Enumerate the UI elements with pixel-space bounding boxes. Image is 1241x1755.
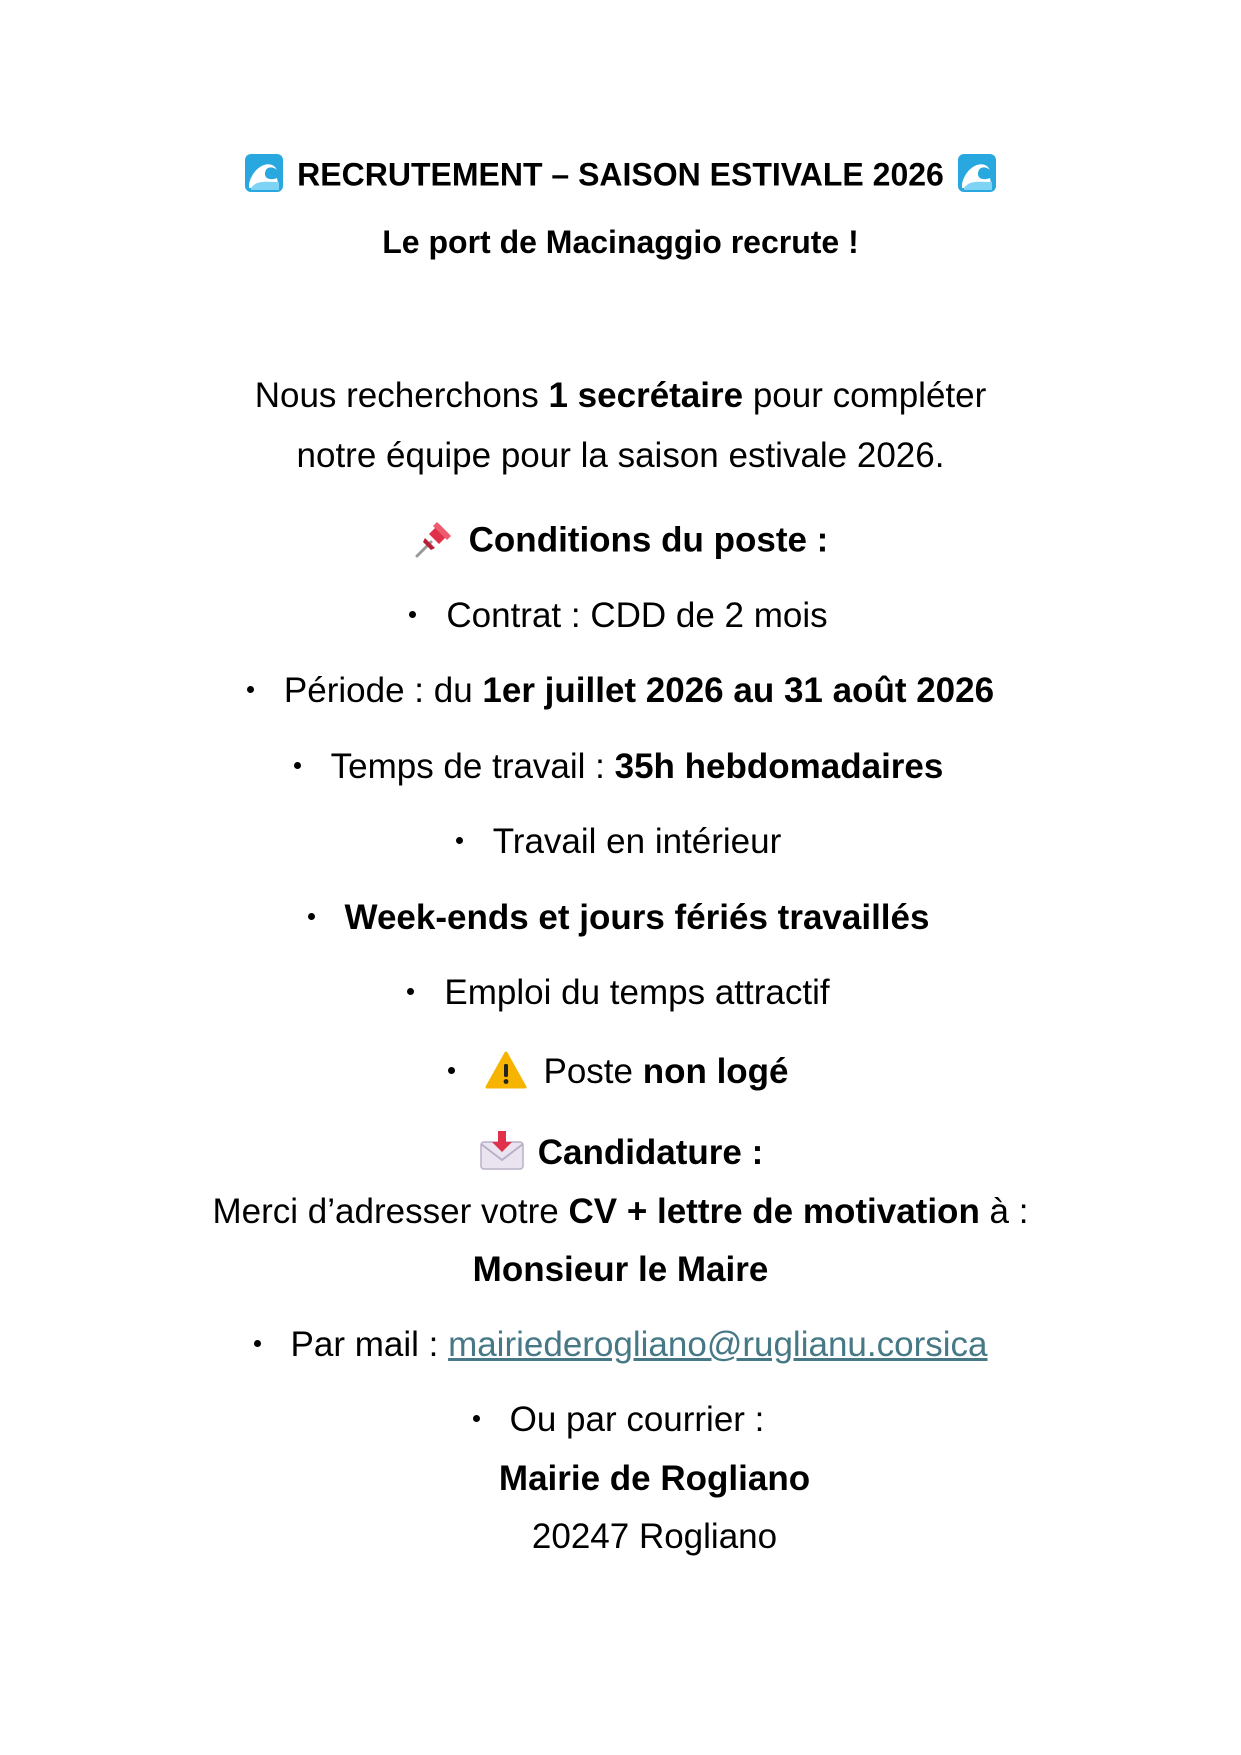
list-item-courrier — [0, 1400, 1239, 1440]
temps-label: Temps de travail : — [330, 747, 615, 786]
poste-value: non logé — [642, 1052, 789, 1091]
courrier-label: Ou par courrier : — [509, 1400, 765, 1439]
pushpin-icon — [413, 516, 457, 560]
email-link[interactable]: mairiederogliano@ruglianu.corsica — [448, 1325, 988, 1364]
periode-dates: 1er juillet 2026 au 31 août 2026 — [482, 671, 995, 710]
page-title: RECRUTEMENT – SAISON ESTIVALE 2026 — [297, 156, 944, 193]
temps-value: 35h hebdomadaires — [614, 747, 944, 786]
list-item-periode — [0, 671, 1241, 711]
list-item-poste — [0, 1052, 1239, 1094]
mail-label: Par mail : — [290, 1325, 449, 1364]
recipient-line — [0, 1250, 1241, 1290]
title-line — [0, 156, 1241, 198]
travail-text: Travail en intérieur — [492, 822, 782, 861]
list-item-emploi — [0, 973, 1239, 1013]
city-text: 20247 Rogliano — [531, 1517, 778, 1556]
address-bold: CV + lettre de motivation — [568, 1192, 980, 1231]
address-text: Merci d’adresser votre — [212, 1192, 569, 1231]
wave-icon — [956, 152, 998, 194]
bullet — [308, 913, 315, 920]
bullet — [409, 611, 416, 618]
list-item-travail — [0, 822, 1239, 862]
warning-icon — [485, 1050, 527, 1090]
subtitle-text: Le port de Macinaggio recrute ! — [382, 224, 859, 260]
bullet — [456, 837, 463, 844]
bullet — [247, 686, 254, 693]
intro-bold: 1 secrétaire — [548, 376, 744, 415]
wave-icon — [243, 152, 285, 194]
city-line — [34, 1517, 1241, 1557]
bullet — [448, 1067, 455, 1074]
conditions-heading-text: Conditions du poste : — [468, 520, 829, 560]
periode-label: Période : du — [283, 671, 483, 710]
bullet — [294, 762, 301, 769]
subtitle — [0, 224, 1241, 261]
org-text: Mairie de Rogliano — [498, 1459, 811, 1498]
list-item-mail — [0, 1325, 1241, 1365]
bullet — [473, 1415, 480, 1422]
list-item-contrat — [0, 596, 1239, 636]
bullet — [407, 988, 414, 995]
weekends-text: Week-ends et jours fériés travaillés — [344, 898, 930, 937]
poste-label: Poste — [543, 1052, 643, 1091]
intro-line-2 — [0, 436, 1241, 476]
intro-text-2: notre équipe pour la saison estivale 2026. — [296, 436, 945, 475]
address-text-end: à : — [979, 1192, 1029, 1231]
list-item-weekends — [0, 898, 1239, 938]
bullet — [254, 1340, 261, 1347]
org-line — [34, 1459, 1241, 1499]
conditions-heading — [0, 520, 1241, 564]
candidature-heading — [0, 1133, 1241, 1176]
candidature-heading-text: Candidature : — [537, 1133, 764, 1172]
intro-text-end: pour compléter — [743, 376, 987, 415]
recipient-text: Monsieur le Maire — [472, 1250, 769, 1289]
address-line — [0, 1192, 1241, 1232]
contrat-text: Contrat : CDD de 2 mois — [446, 596, 828, 635]
intro-line-1 — [0, 376, 1241, 416]
emploi-text: Emploi du temps attractif — [444, 973, 830, 1012]
intro-text: Nous recherchons — [254, 376, 549, 415]
list-item-temps — [0, 747, 1239, 787]
inbox-envelope-icon — [478, 1130, 526, 1172]
